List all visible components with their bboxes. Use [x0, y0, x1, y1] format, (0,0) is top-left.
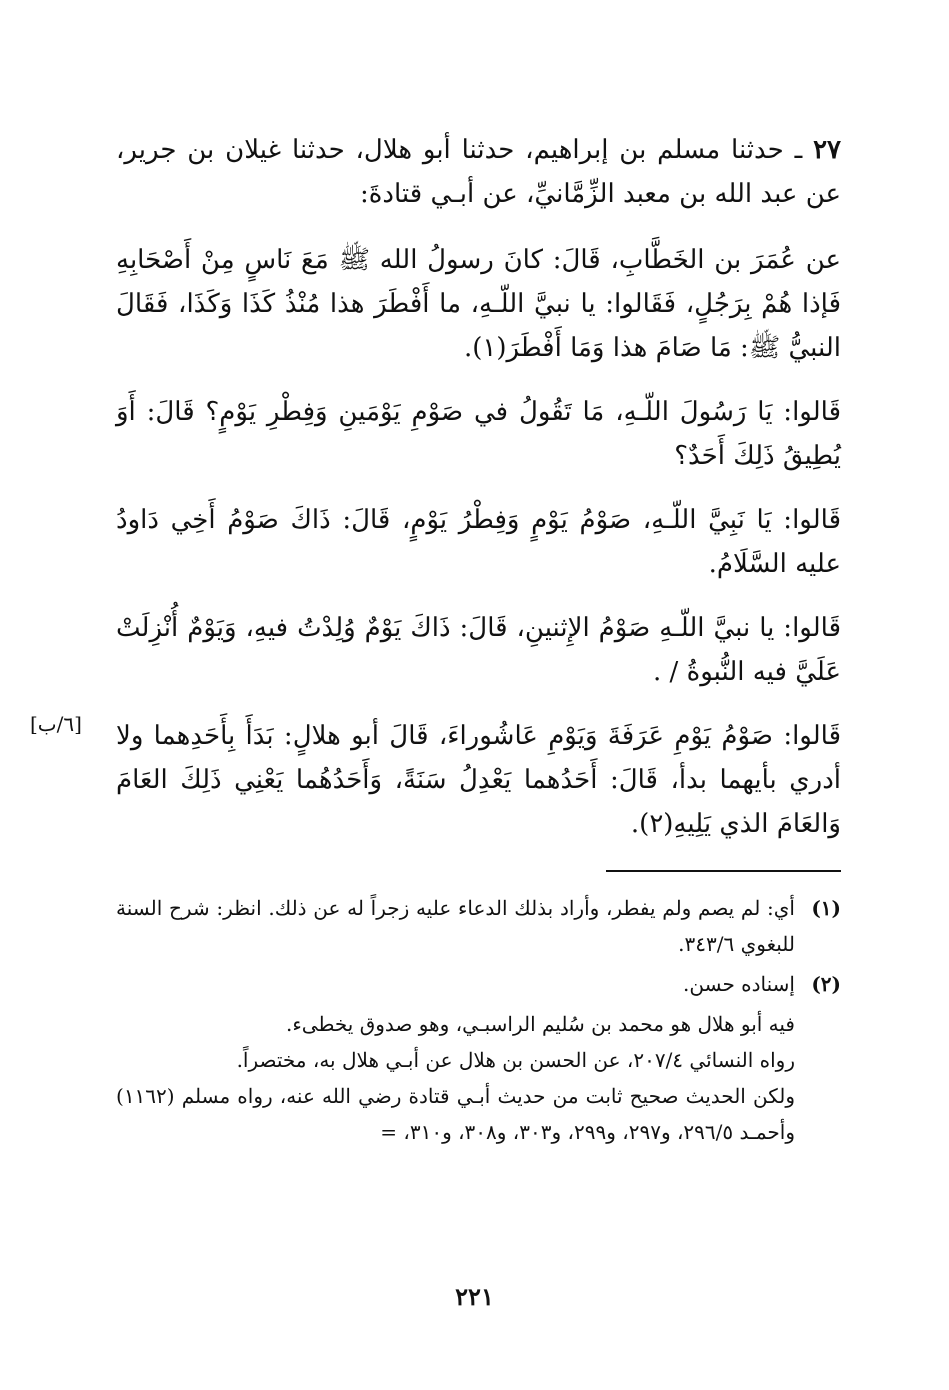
hadith-isnad: حدثنا مسلم بن إبراهيم، حدثنا أبو هلال، حدثنا غيلان بن جرير، عن عبد الله بن معبد الزِّمَّانيِّ، عن أبـي قتادةَ: — [116, 135, 841, 209]
manuscript-folio-marker: [٦/ب] — [30, 712, 82, 736]
footnote-divider — [606, 870, 841, 872]
footnotes — [116, 890, 841, 1150]
footnote-line: ولكن الحديث صحيح ثابت من حديث أبـي قتادة رضي الله عنه، رواه مسلم (١١٦٢) وأحمـد ٢٩٦/٥، و٢٩٧، و٢٩٩، و٣٠٣، و٣٠٨، و٣١٠، = — [116, 1084, 795, 1144]
footnote-mark: (١) — [811, 896, 841, 920]
hadith-paragraph: قَالوا: يا نبيَّ اللّـهِ صَوْمُ الإِثنينِ، قَالَ: ذَاكَ يَوْمٌ وُلِدْتُ فيهِ، وَيَوْمٌ أُنْزِلَتْ عَلَيَّ فيه النُّبوةُ / . — [116, 613, 841, 687]
hadith-paragraph: عن عُمَرَ بن الخَطَّابِ، قَالَ: كانَ رسولُ الله ﷺ مَعَ نَاسٍ مِنْ أَصْحَابِهِ فَإذا هُمْ بِرَجُلٍ، فَقَالوا: يا نبيَّ اللّـهِ، ما أَفْطَرَ هذا مُنْذُ كَذَا وَكَذَا، فَقَالَ النبيُّ ﷺ: مَا صَامَ هذا وَمَا أَفْطَرَ(١). — [116, 245, 841, 363]
page-number: ٢٢١ — [455, 1282, 494, 1311]
footnote-text: إسناده حسن. — [683, 972, 795, 996]
hadith-paragraph: قَالوا: صَوْمُ يَوْمِ عَرَفَةَ وَيَوْمِ عَاشُوراءَ، قَالَ أبو هلالٍ: بَدَأَ بِأَحَدِهما ولا أدري بأيهما بدأ، قَالَ: أَحَدُهما يَعْدِلُ سَنَةً، وَأَحَدُهُما يَعْنِي ذَلِكَ العَامَ وَالعَامَ الذي يَلِيهِ(٢). — [116, 721, 842, 839]
footnote-mark: (٢) — [811, 972, 841, 996]
footnote-line: رواه النسائي ٢٠٧/٤، عن الحسن بن هلال عن أبـي هلال به، مختصراً. — [236, 1048, 795, 1072]
footnote-line: فيه أبو هلال هو محمد بن سُليم الراسبـي، وهو صدوق يخطىء. — [286, 1012, 795, 1036]
footnote-2 — [116, 966, 841, 1002]
hadith-isnad-paragraph — [116, 128, 841, 216]
footnote-1 — [116, 890, 841, 962]
hadith-text — [116, 128, 841, 846]
hadith-paragraph: قَالوا: يَا رَسُولَ اللّـهِ، مَا تَقُولُ في صَوْمِ يَوْمَينِ وَفِطْرِ يَوْمٍ؟ قَالَ: أَوَ يُطِيقُ ذَلِكَ أَحَدٌ؟ — [116, 397, 841, 471]
footnote-2-continuation — [116, 1006, 795, 1150]
hadith-number-dash: ـ — [794, 135, 803, 165]
footnote-text: أي: لم يصم ولم يفطر، وأراد بذلك الدعاء عليه زجراً له عن ذلك. انظر: شرح السنة للبغوي ٣٤٣/٦. — [116, 896, 795, 956]
hadith-number: ٢٧ — [813, 135, 842, 165]
hadith-paragraph: قَالوا: يَا نَبِيَّ اللّـهِ، صَوْمُ يَوْمٍ وَفِطْرُ يَوْمٍ، قَالَ: ذَاكَ صَوْمُ أَخِي دَاودُ عليه السَّلَامُ. — [116, 505, 841, 579]
